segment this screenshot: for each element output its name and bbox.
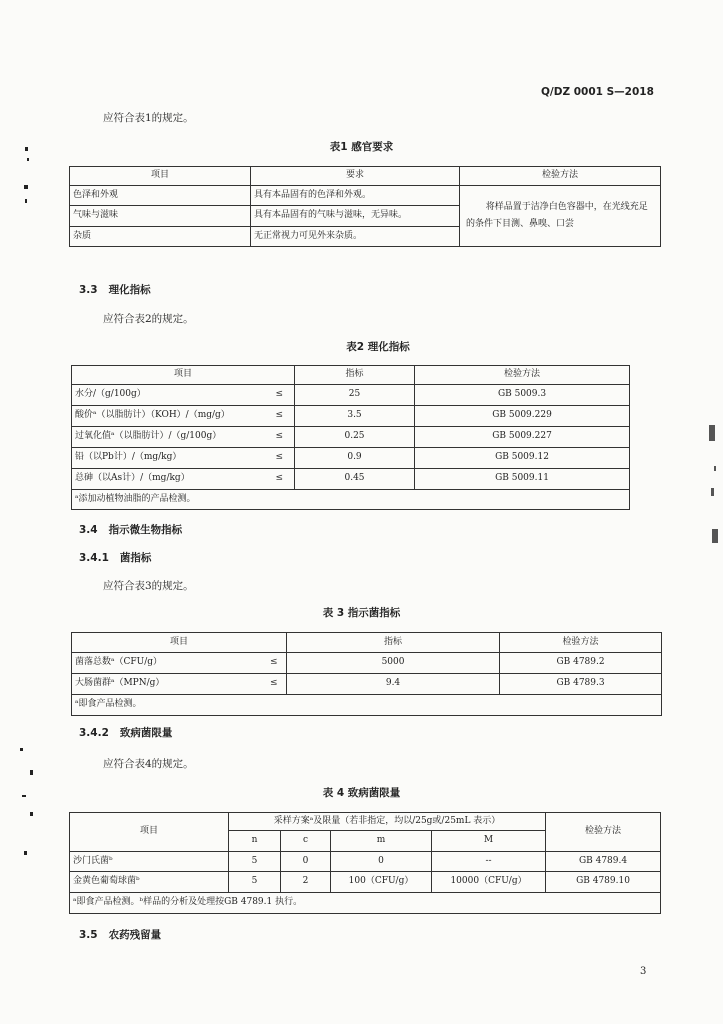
section-number: 3.4 (79, 524, 98, 536)
table1-method: 将样品置于洁净白色容器中，在光线充足的条件下目测、鼻嗅、口尝 (460, 186, 661, 247)
table2-row-operator: ≤ (265, 427, 295, 448)
table2-row-item: 总砷（以As计）/（mg/kg） (72, 469, 265, 490)
table2-header-method: 检验方法 (415, 366, 630, 385)
table4-row-item: 金黄色葡萄球菌ᵇ (70, 872, 229, 893)
table2-row-operator: ≤ (265, 406, 295, 427)
table2-header-limit: 指标 (295, 366, 415, 385)
table4-row-m: 0 (331, 852, 432, 872)
table2-row-item: 铅（以Pb计）/（mg/kg） (72, 448, 265, 469)
section-title: 致病菌限量 (119, 727, 173, 739)
table2-row-method: GB 5009.3 (415, 385, 630, 406)
table2-row-value: 0.45 (295, 469, 415, 490)
table4-row-method: GB 4789.4 (546, 852, 661, 872)
table1-header-requirement: 要求 (251, 167, 460, 186)
table4-footnote: ᵃ即食产品检测。ᵇ样品的分析及处理按GB 4789.1 执行。 (70, 893, 661, 914)
table2-row-operator: ≤ (265, 385, 295, 406)
scan-mark (20, 748, 23, 751)
table3-row-operator: ≤ (262, 674, 287, 695)
table1-header-item: 项目 (70, 167, 251, 186)
table2-row-method: GB 5009.11 (415, 469, 630, 490)
doc-code: Q/DZ 0001 S—2018 (541, 86, 654, 98)
table1-row-item: 气味与滋味 (70, 206, 251, 227)
table2-row-method: GB 5009.229 (415, 406, 630, 427)
bleed-mark (712, 529, 718, 543)
section-3-4-heading (79, 522, 182, 537)
table2-caption: 表2 理化指标 (346, 341, 410, 353)
table3-row-operator: ≤ (262, 653, 287, 674)
section-3-3-paragraph: 应符合表2的规定。 (103, 313, 194, 325)
table3-footnote: ᵃ即食产品检测。 (72, 695, 662, 716)
section-3-4-1-paragraph: 应符合表3的规定。 (103, 580, 194, 592)
table3-row-item: 菌落总数ᵃ（CFU/g） (72, 653, 262, 674)
table2-row-value: 3.5 (295, 406, 415, 427)
bleed-mark (714, 466, 716, 471)
table3-row-item: 大肠菌群ᵃ（MPN/g） (72, 674, 262, 695)
table2-row-item: 酸价ᵃ（以脂肪计）（KOH）/（mg/g） (72, 406, 265, 427)
section-3-4-1-heading (79, 550, 151, 565)
table4-subheader-m: m (331, 831, 432, 852)
table2-row-operator: ≤ (265, 469, 295, 490)
table3-row-method: GB 4789.3 (500, 674, 662, 695)
scan-mark (24, 851, 27, 855)
table4-row-M: -- (432, 852, 546, 872)
table4-row-m: 100（CFU/g） (331, 872, 432, 893)
table4-row-method: GB 4789.10 (546, 872, 661, 893)
table4-caption: 表 4 致病菌限量 (322, 787, 401, 799)
bleed-mark (711, 488, 714, 496)
table3-row-value: 9.4 (287, 674, 500, 695)
table3-header-method: 检验方法 (500, 633, 662, 653)
table4-subheader-n: n (229, 831, 281, 852)
table1-row-item: 色泽和外观 (70, 186, 251, 206)
section-3-3-heading (79, 282, 151, 297)
table2-row-operator: ≤ (265, 448, 295, 469)
table2-row-item: 过氧化值ᵃ（以脂肪计）/（g/100g） (72, 427, 265, 448)
table3-row-value: 5000 (287, 653, 500, 674)
table1-header-method: 检验方法 (460, 167, 661, 186)
scan-mark (22, 795, 26, 797)
table4-header-method: 检验方法 (546, 813, 661, 852)
table2-header-item: 项目 (72, 366, 295, 385)
section-3-4-2-heading (79, 725, 172, 740)
table1-row-item: 杂质 (70, 227, 251, 247)
table4-row-c: 2 (281, 872, 331, 893)
section-title: 理化指标 (108, 284, 151, 296)
section-title: 农药残留量 (108, 929, 162, 941)
table1 (69, 166, 661, 247)
scan-mark (30, 812, 33, 816)
table3-caption: 表 3 指示菌指标 (322, 607, 401, 619)
scan-mark (25, 147, 28, 151)
section-title: 指示微生物指标 (108, 524, 183, 536)
table2-row-value: 0.25 (295, 427, 415, 448)
table4-row-n: 5 (229, 852, 281, 872)
scan-mark (24, 185, 28, 189)
table4-subheader-M: M (432, 831, 546, 852)
table1-row-requirement: 无正常视力可见外来杂质。 (251, 227, 460, 247)
table3-header-limit: 指标 (287, 633, 500, 653)
table2-row-item: 水分/（g/100g） (72, 385, 265, 406)
table3-row-method: GB 4789.2 (500, 653, 662, 674)
table4-subheader-c: c (281, 831, 331, 852)
table2-row-value: 0.9 (295, 448, 415, 469)
table4-header-item: 项目 (70, 813, 229, 852)
table4-row-n: 5 (229, 872, 281, 893)
table3-header-item: 项目 (72, 633, 287, 653)
section-number: 3.4.1 (79, 552, 109, 564)
page-number: 3 (640, 966, 647, 977)
table2-row-value: 25 (295, 385, 415, 406)
section-3-5-heading (79, 927, 161, 942)
bleed-mark (709, 425, 715, 441)
table2 (71, 365, 630, 510)
intro-paragraph: 应符合表1的规定。 (103, 112, 194, 124)
section-number: 3.4.2 (79, 727, 109, 739)
section-3-4-2-paragraph: 应符合表4的规定。 (103, 758, 194, 770)
table4 (69, 812, 661, 914)
table1-caption: 表1 感官要求 (329, 141, 394, 153)
scan-mark (30, 770, 33, 775)
table1-row-requirement: 具有本品固有的气味与滋味，无异味。 (251, 206, 460, 227)
table3 (71, 632, 662, 716)
table2-row-method: GB 5009.12 (415, 448, 630, 469)
section-number: 3.3 (79, 284, 98, 296)
table4-row-item: 沙门氏菌ᵇ (70, 852, 229, 872)
scan-mark (25, 199, 27, 203)
table4-header-plan: 采样方案ᵃ及限量（若非指定，均以/25g或/25mL 表示） (229, 813, 546, 831)
table1-row-requirement: 具有本品固有的色泽和外观。 (251, 186, 460, 206)
table2-row-method: GB 5009.227 (415, 427, 630, 448)
table4-row-c: 0 (281, 852, 331, 872)
section-title: 菌指标 (119, 552, 152, 564)
table4-row-M: 10000（CFU/g） (432, 872, 546, 893)
table2-footnote: ᵃ添加动植物油脂的产品检测。 (72, 490, 630, 510)
section-number: 3.5 (79, 929, 98, 941)
scan-mark (27, 158, 29, 161)
